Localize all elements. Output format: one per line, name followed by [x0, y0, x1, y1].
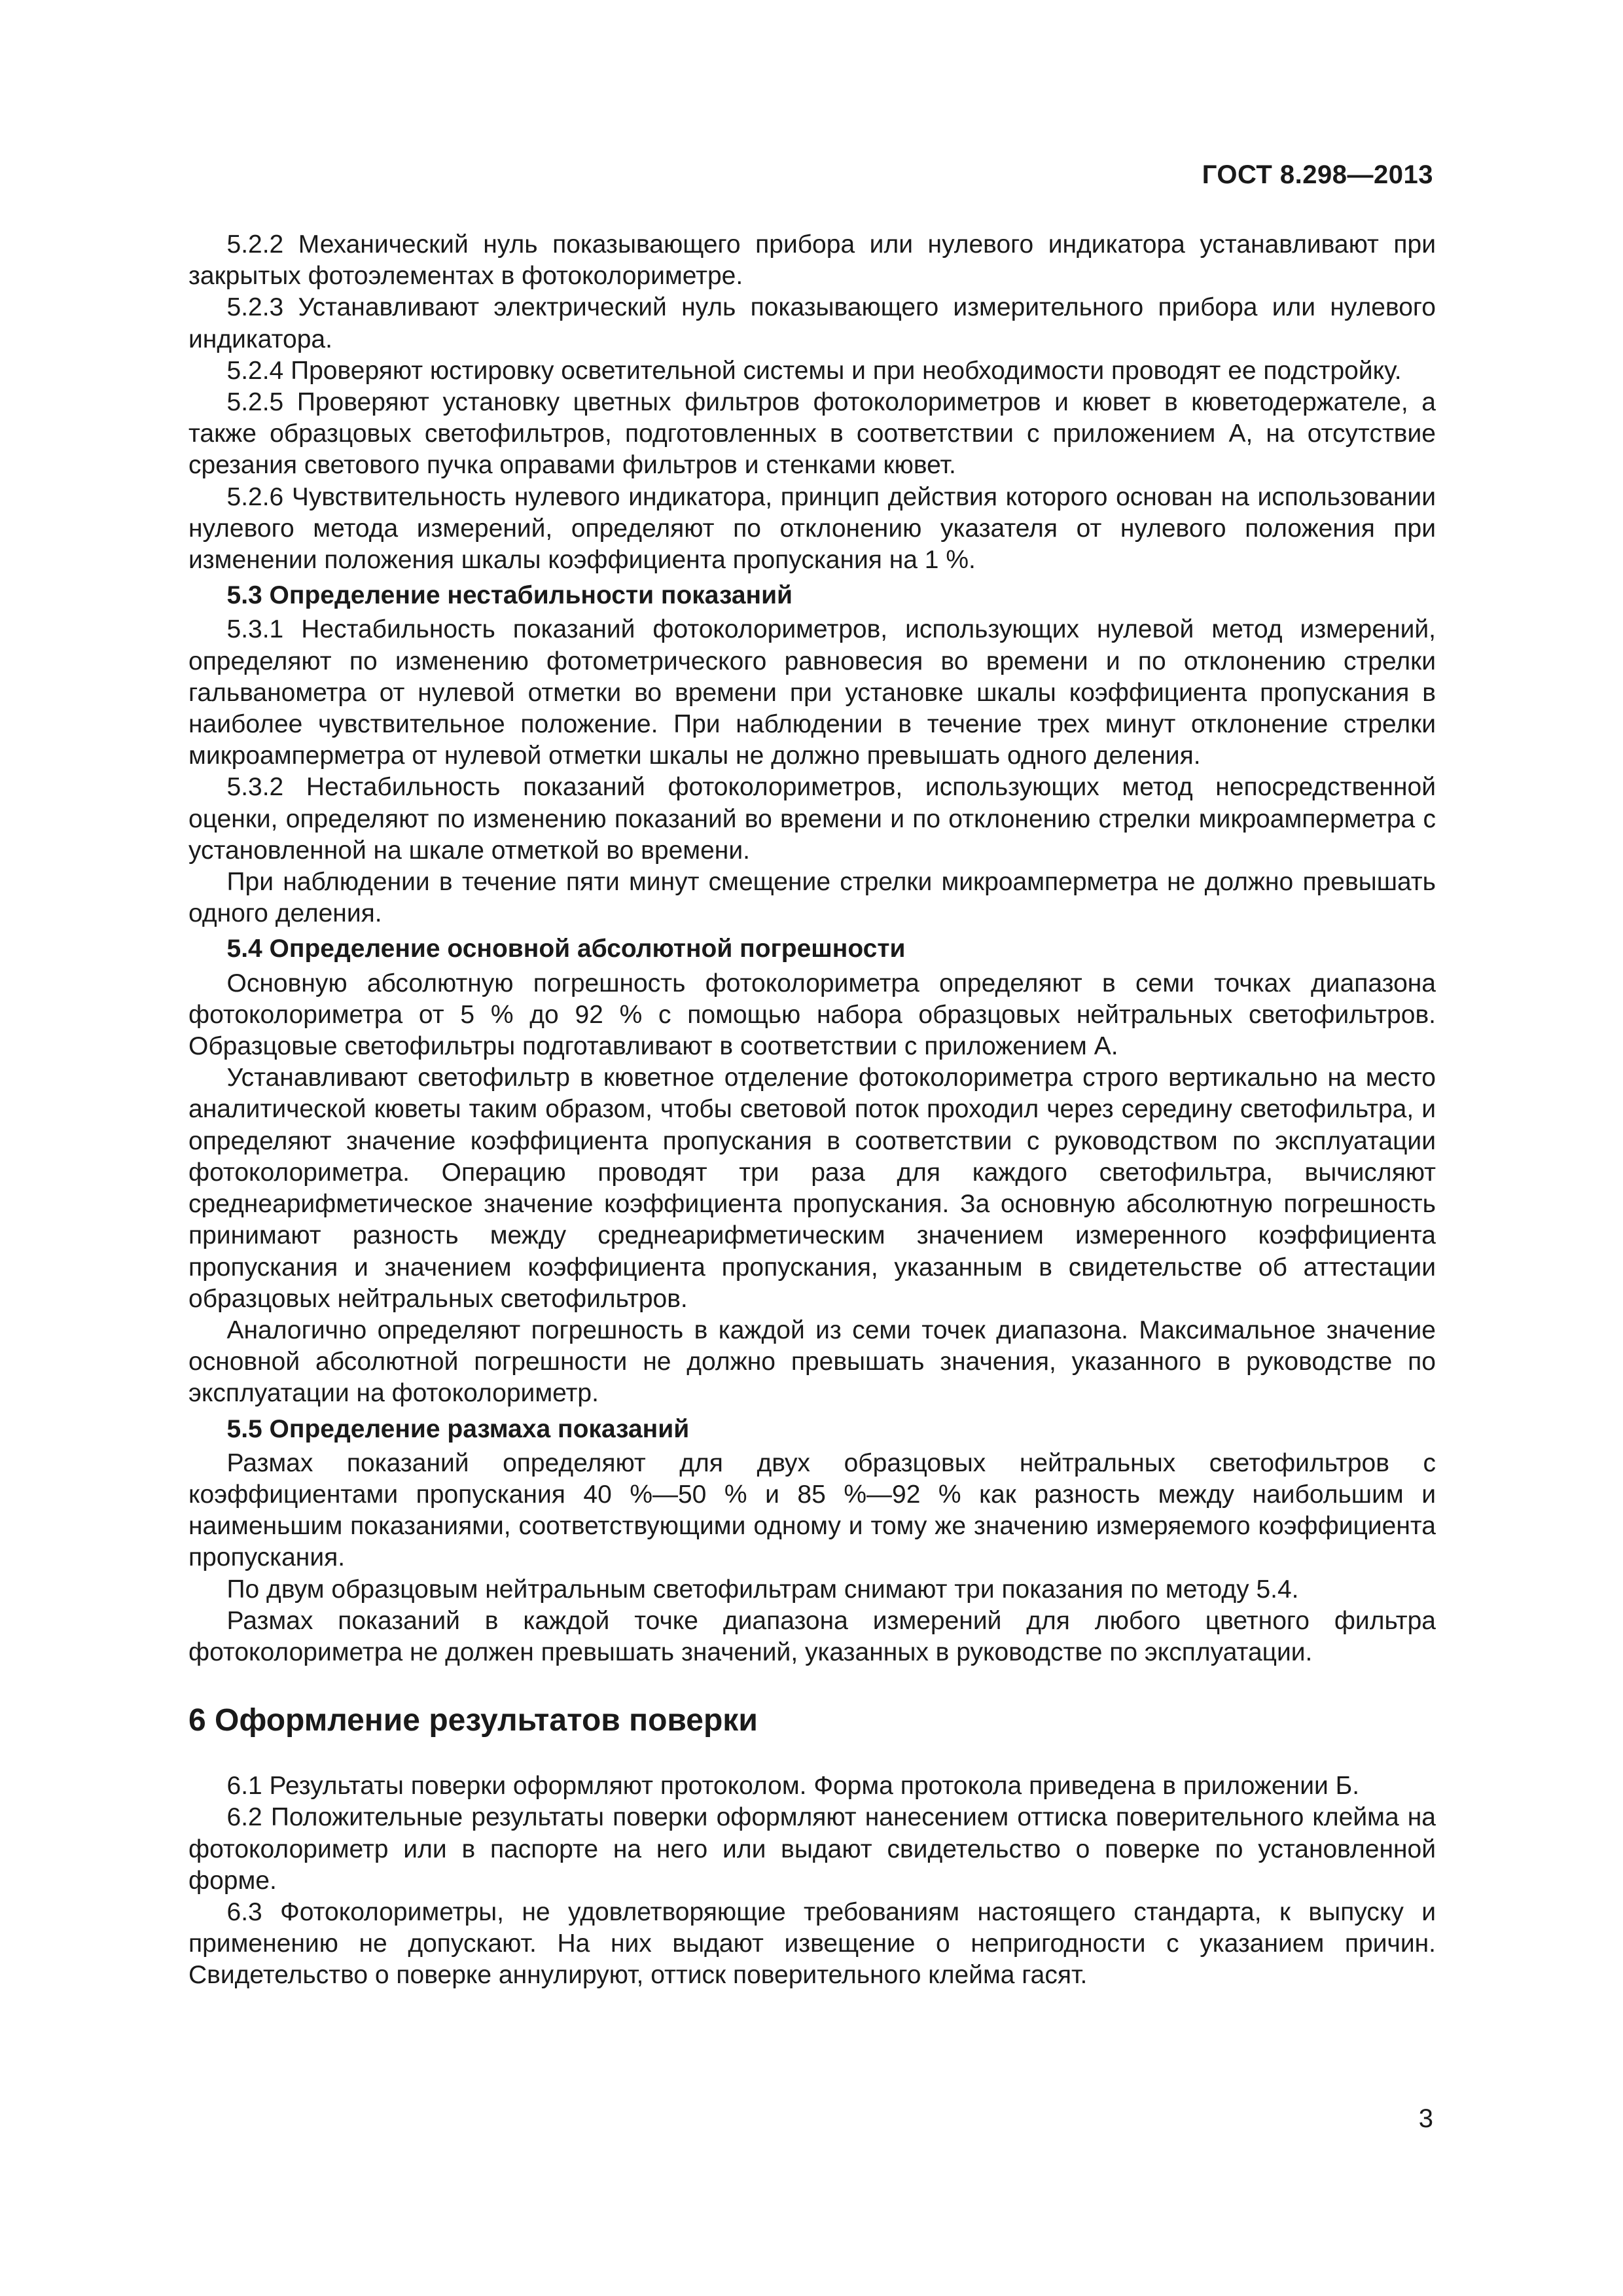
page-number: 3 — [1418, 2104, 1433, 2133]
paragraph-5-4-c: Аналогично определяют погрешность в каждой из семи точек диапазона. Максимальное значение основной абсолютной погрешности не должно превышать значения, указанного в руководстве по эксплуатации на фотоколориметр. — [188, 1316, 1436, 1408]
heading-5-3: 5.3 Определение нестабильности показаний — [226, 581, 793, 610]
paragraph-5-4-b: Устанавливают светофильтр в кюветное отделение фотоколориметра строго вертикально на место аналитической кюветы таким образом, чтобы световой поток проходил через середину светофильтра, и определяют значение коэффициента пропускания в соответствии с руководством по эксплуатации фотоколориметра. Операцию проводят три раза для каждого светофильтра, вычисляют среднеарифметическое значение коэффициента пропускания. За основную абсолютную погрешность принимают разность между среднеарифметическим значением измеренного коэффициента пропускания и значением коэффициента пропускания, указанным в свидетельстве об аттестации образцовых нейтральных светофильтров. — [188, 1064, 1436, 1313]
heading-5-4: 5.4 Определение основной абсолютной погрешности — [226, 935, 906, 963]
paragraph-5-2-6: 5.2.6 Чувствительность нулевого индикатора, принцип действия которого основан на использовании нулевого метода измерений, определяют по отклонению указателя от нулевого положения при изменении положения шкалы коэффициента пропускания на 1 %. — [188, 482, 1436, 575]
paragraph-5-5-b: По двум образцовым нейтральным светофильтрам снимают три показания по методу 5.4. — [226, 1575, 1299, 1604]
document-body — [188, 229, 1436, 1992]
paragraph-6-2: 6.2 Положительные результаты поверки оформляют нанесением оттиска поверительного клейма на фотоколориметр или в паспорте на него или выдают свидетельство о поверке по установленной форме. — [188, 1803, 1436, 1895]
paragraph-6-3: 6.3 Фотоколориметры, не удовлетворяющие требованиям настоящего стандарта, к выпуску и применению не допускают. На них выдают извещение о непригодности с указанием причин. Свидетельство о поверке аннулируют, оттиск поверительного клейма гасят. — [188, 1897, 1436, 1990]
heading-section-6: 6 Оформление результатов поверки — [188, 1703, 758, 1738]
paragraph-5-3-2-note: При наблюдении в течение пяти минут смещение стрелки микроамперметра не должно превышать одного деления. — [188, 868, 1436, 928]
paragraph-5-2-5: 5.2.5 Проверяют установку цветных фильтров фотоколориметров и кювет в кюветодержателе, а также образцовых светофильтров, подготовленных в соответствии с приложением А, на отсутствие срезания светового пучка оправами фильтров и стенками кювет. — [188, 388, 1436, 480]
paragraph-5-2-3: 5.2.3 Устанавливают электрический нуль показывающего измерительного прибора или нулевого индикатора. — [188, 293, 1436, 353]
paragraph-5-5-c: Размах показаний в каждой точке диапазона измерений для любого цветного фильтра фотоколориметра не должен превышать значений, указанных в руководстве по эксплуатации. — [188, 1606, 1436, 1666]
heading-5-5: 5.5 Определение размаха показаний — [226, 1414, 690, 1443]
paragraph-5-4-a: Основную абсолютную погрешность фотоколориметра определяют в семи точках диапазона фотоколориметра от 5 % до 92 % с помощью набора образцовых нейтральных светофильтров. Образцовые светофильтры подготавливают в соответствии с приложением А. — [188, 969, 1436, 1061]
document-code-header: ГОСТ 8.298—2013 — [1202, 160, 1433, 189]
paragraph-6-1: 6.1 Результаты поверки оформляют протоколом. Форма протокола приведена в приложении Б. — [226, 1772, 1360, 1801]
paragraph-5-2-2: 5.2.2 Механический нуль показывающего прибора или нулевого индикатора устанавливают при закрытых фотоэлементах в фотоколориметре. — [188, 230, 1436, 291]
paragraph-5-2-4: 5.2.4 Проверяют юстировку осветительной системы и при необходимости проводят ее подстройку. — [226, 356, 1402, 385]
paragraph-5-5-a: Размах показаний определяют для двух образцовых нейтральных светофильтров с коэффициентами пропускания 40 %—50 % и 85 %—92 % как разность между наибольшим и наименьшим показаниями, соответствующими одному и тому же значению измеряемого коэффициента пропускания. — [188, 1448, 1436, 1572]
paragraph-5-3-2: 5.3.2 Нестабильность показаний фотоколориметров, использующих метод непосредственной оценки, определяют по изменению показаний во времени и по отклонению стрелки микроамперметра с установленной на шкале отметкой во времени. — [188, 773, 1436, 865]
paragraph-5-3-1: 5.3.1 Нестабильность показаний фотоколориметров, использующих нулевой метод измерений, определяют по изменению фотометрического равновесия во времени и по отклонению стрелки гальванометра от нулевой отметки во времени при установке шкалы коэффициента пропускания в наиболее чувствительное положение. При наблюдении в течение трех минут отклонение стрелки микроамперметра от нулевой отметки шкалы не должно превышать одного деления. — [188, 615, 1436, 770]
